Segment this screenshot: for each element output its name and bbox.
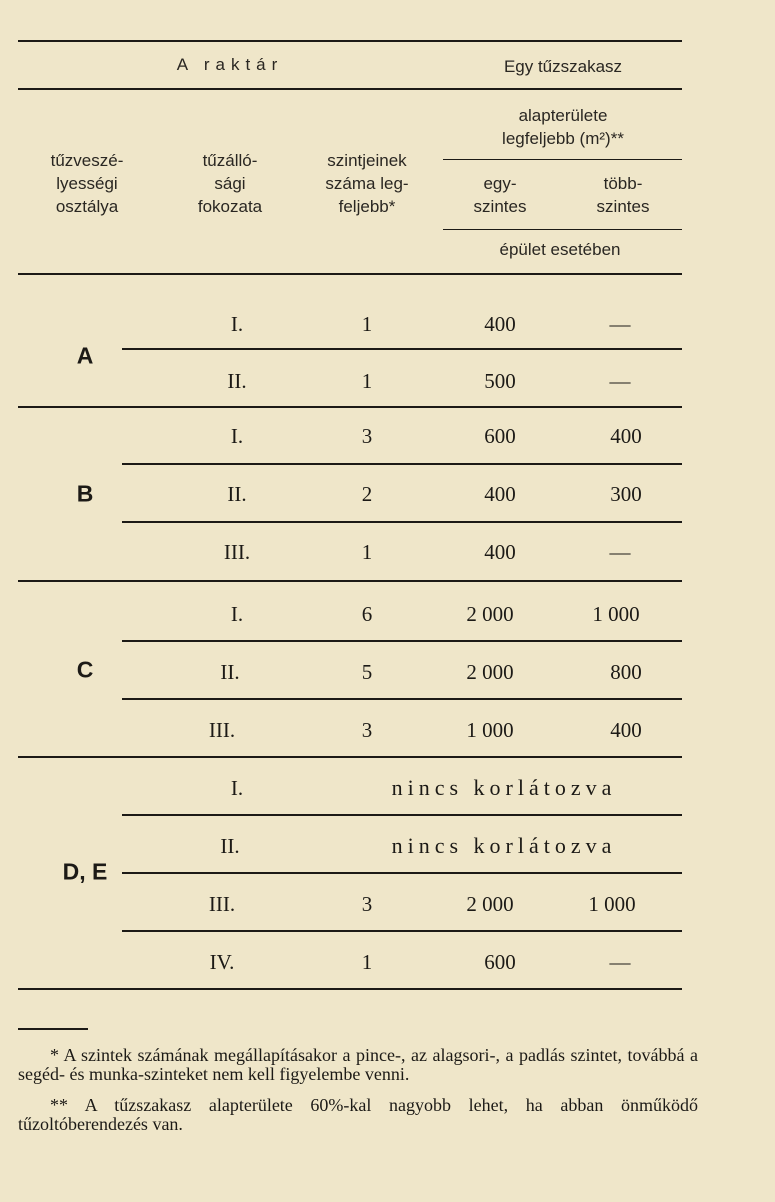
rule-header (18, 88, 682, 90)
row-rule (122, 698, 682, 700)
header-single: egy- szintes (473, 174, 527, 216)
header-levels: szintjeinek száma leg- feljebb* (325, 151, 409, 216)
degree-cell: I. (230, 424, 244, 448)
degree-cell: III. (223, 540, 251, 564)
degree-cell: III. (208, 718, 236, 742)
levels-cell: 1 (361, 950, 373, 974)
degree-cell: II. (227, 482, 247, 506)
class-label: D, E (62, 858, 108, 885)
single-cell: 1 000 (466, 718, 514, 742)
rule-area (443, 159, 682, 160)
degree-cell: II. (220, 660, 240, 684)
header-degree: tűzálló- sági fokozata (197, 151, 263, 216)
levels-cell: 1 (361, 540, 373, 564)
header-class: tűzveszé- lyességi osztálya (50, 151, 124, 216)
single-cell: 400 (484, 312, 516, 336)
single-cell: 600 (484, 424, 516, 448)
class-label: B (76, 480, 94, 507)
group-rule (18, 756, 682, 758)
row-rule (122, 521, 682, 523)
levels-cell: 3 (361, 718, 373, 742)
single-cell: 2 000 (466, 660, 514, 684)
header-raktar: A raktár (176, 55, 284, 74)
multi-cell: 300 (610, 482, 642, 506)
multi-cell: 800 (610, 660, 642, 684)
multi-cell: — (609, 950, 631, 974)
single-cell: 400 (484, 482, 516, 506)
levels-cell: 5 (361, 660, 373, 684)
degree-cell: IV. (209, 950, 235, 974)
class-label: A (76, 342, 94, 369)
multi-cell: 1 000 (592, 602, 640, 626)
degree-cell: II. (220, 834, 240, 858)
degree-cell: I. (230, 776, 244, 800)
multi-cell: — (609, 540, 631, 564)
row-rule (122, 872, 682, 874)
rule-table-bottom (18, 988, 682, 990)
multi-cell: 400 (610, 718, 642, 742)
footnotes (18, 1046, 698, 1134)
header-area: alapterülete legfeljebb (m²)** (502, 106, 624, 148)
single-cell: 400 (484, 540, 516, 564)
single-cell: 500 (484, 369, 516, 393)
rule-building (443, 229, 682, 230)
footnote-1: * A szintek számának megállapításakor a pince-, az alagsori-, a padlás szintet, továbbá a segéd- és munka-szinteket nem kell figyelembe venni. (18, 1045, 698, 1084)
rule-header-bottom (18, 273, 682, 275)
multi-cell: — (609, 369, 631, 393)
levels-cell: 3 (361, 892, 373, 916)
header-multi: több- szintes (596, 174, 650, 216)
levels-cell: 1 (361, 312, 373, 336)
group-rule (18, 580, 682, 582)
header-tuzszakasz: Egy tűzszakasz (503, 57, 623, 76)
rule-top (18, 40, 682, 42)
multi-cell: 400 (610, 424, 642, 448)
footnote-separator (18, 1028, 88, 1030)
multi-cell: — (609, 312, 631, 336)
levels-cell: 3 (361, 424, 373, 448)
class-label: C (76, 656, 94, 683)
row-rule (122, 814, 682, 816)
degree-cell: III. (208, 892, 236, 916)
header-building: épület esetében (499, 240, 621, 259)
note-cell: nincs korlátozva (391, 833, 617, 858)
degree-cell: I. (230, 602, 244, 626)
row-rule (122, 348, 682, 350)
group-rule (18, 406, 682, 408)
single-cell: 2 000 (466, 892, 514, 916)
row-rule (122, 463, 682, 465)
levels-cell: 6 (361, 602, 373, 626)
row-rule (122, 640, 682, 642)
levels-cell: 2 (361, 482, 373, 506)
single-cell: 2 000 (466, 602, 514, 626)
footnote-2: ** A tűzszakasz alapterülete 60%-kal nagyobb lehet, ha abban önműködő tűzoltóberendezés van. (18, 1095, 698, 1134)
multi-cell: 1 000 (588, 892, 636, 916)
note-cell: nincs korlátozva (391, 775, 617, 800)
degree-cell: II. (227, 369, 247, 393)
degree-cell: I. (230, 312, 244, 336)
levels-cell: 1 (361, 369, 373, 393)
single-cell: 600 (484, 950, 516, 974)
row-rule (122, 930, 682, 932)
